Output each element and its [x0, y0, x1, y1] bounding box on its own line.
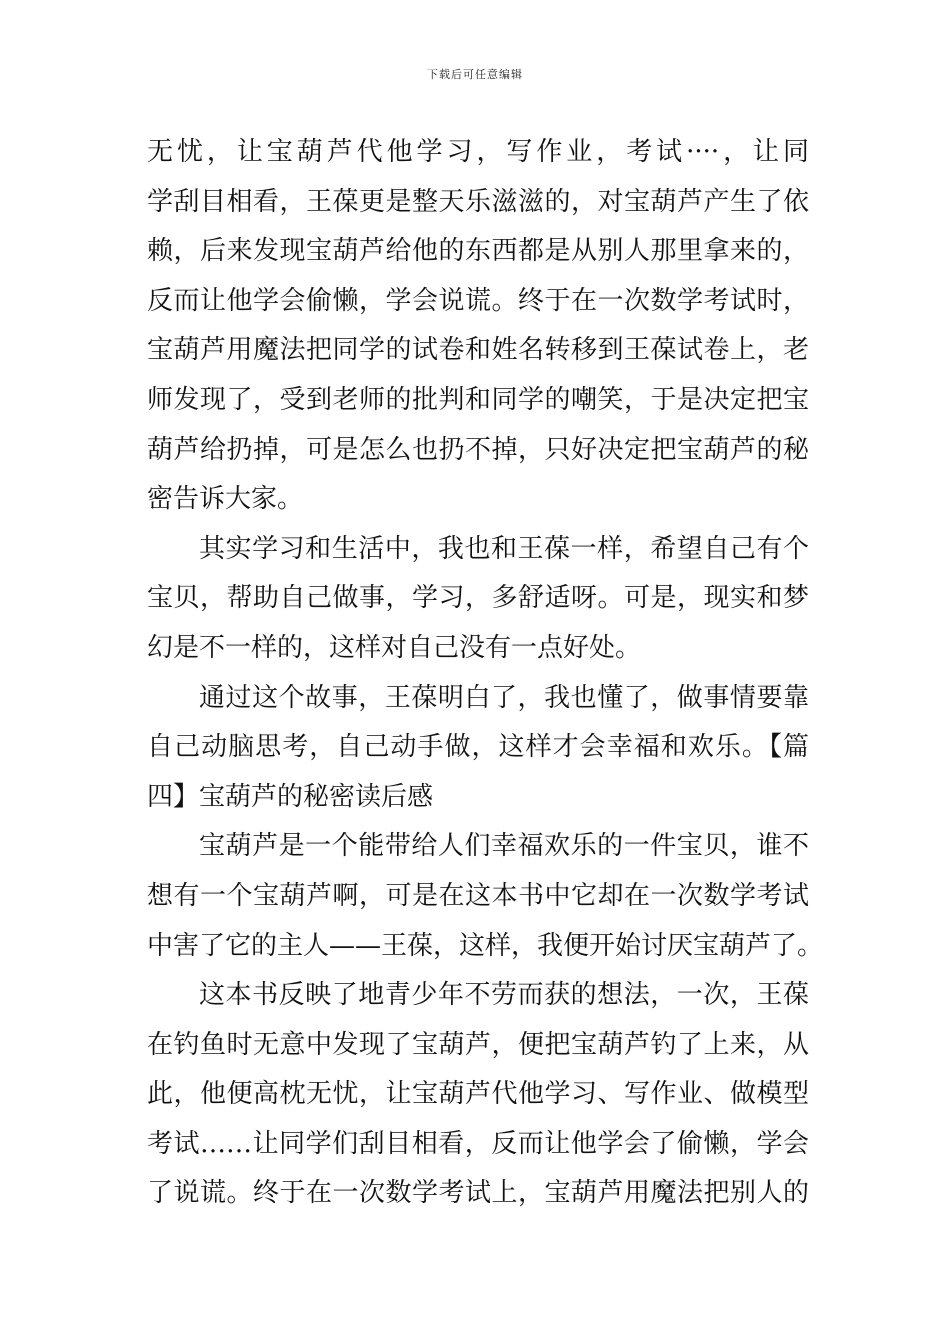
- body-text: [147, 128, 824, 1219]
- text-line: 考试……让同学们刮目相看，反而让他学会了偷懒，学会: [147, 1128, 809, 1159]
- text-line: 宝贝，帮助自己做事，学习，多舒适呀。可是，现实和梦: [147, 583, 809, 614]
- text-line: 密告诉大家。: [147, 484, 304, 515]
- paragraph-start-line: 这本书反映了地青少年不劳而获的想法，一次，王葆: [199, 980, 809, 1011]
- text-line: 反而让他学会偷懒，学会说谎。终于在一次数学考试时，: [147, 285, 809, 316]
- paragraph-start-line: 其实学习和生活中，我也和王葆一样，希望自己有个: [199, 533, 809, 564]
- text-line: 自己动脑思考，自己动手做，这样才会幸福和欢乐。【篇: [147, 732, 809, 763]
- text-line: 在钓鱼时无意中发现了宝葫芦，便把宝葫芦钓了上来，从: [147, 1029, 809, 1060]
- text-line: 赖，后来发现宝葫芦给他的东西都是从别人那里拿来的，: [147, 236, 809, 267]
- paragraph-start-line: 通过这个故事，王葆明白了，我也懂了，做事情要靠: [199, 682, 809, 713]
- section-title-line: 四】宝葫芦的秘密读后感: [147, 781, 434, 812]
- text-line: 想有一个宝葫芦啊，可是在这本书中它却在一次数学考试: [147, 880, 809, 911]
- header-note: 下载后可任意编辑: [427, 68, 523, 81]
- text-line: 无忧，让宝葫芦代他学习，写作业，考试····，让同: [147, 137, 809, 167]
- text-line: 葫芦给扔掉，可是怎么也扔不掉，只好决定把宝葫芦的秘: [147, 434, 809, 465]
- text-line: 幻是不一样的，这样对自己没有一点好处。: [147, 632, 642, 663]
- text-line: 此，他便高枕无忧，让宝葫芦代他学习、写作业、做模型: [147, 1079, 809, 1110]
- text-line: 宝葫芦用魔法把同学的试卷和姓名转移到王葆试卷上，老: [147, 335, 809, 366]
- text-line: 了说谎。终于在一次数学考试上，宝葫芦用魔法把别人的: [147, 1178, 809, 1209]
- paragraph-start-line: 宝葫芦是一个能带给人们幸福欢乐的一件宝贝，谁不: [199, 831, 809, 862]
- text-line: 师发现了，受到老师的批判和同学的嘲笑，于是决定把宝: [147, 384, 809, 415]
- text-line: 学刮目相看，王葆更是整天乐滋滋的，对宝葫芦产生了依: [147, 186, 809, 217]
- text-line: 中害了它的主人——王葆，这样，我便开始讨厌宝葫芦了。: [147, 930, 824, 961]
